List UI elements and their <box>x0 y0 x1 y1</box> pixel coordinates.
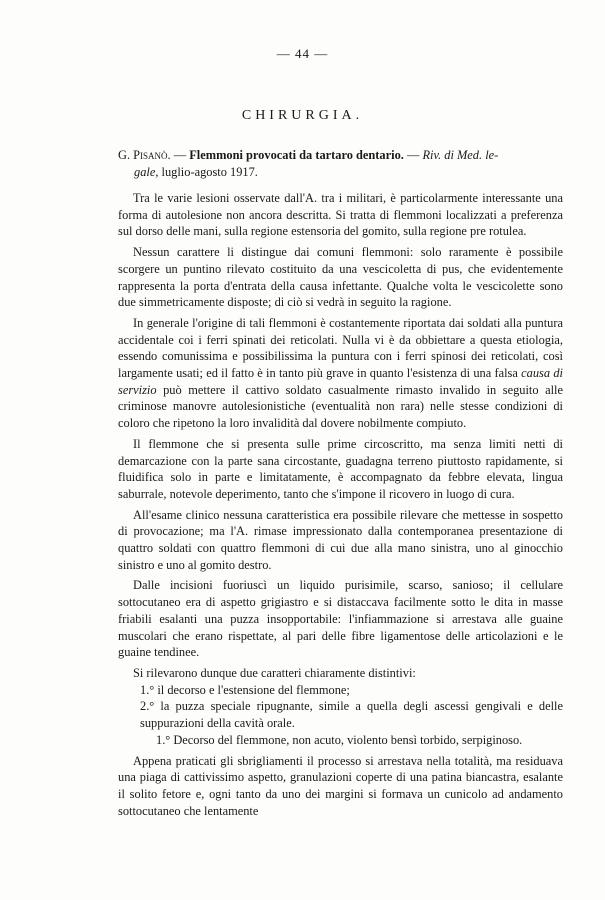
list-item-2: 2.° la puzza speciale ripugnante, simile a quella degli ascessi gengivali e delle suppurazioni della cavità orale. <box>140 699 563 731</box>
citation-date: luglio-agosto 1917. <box>158 165 258 179</box>
citation <box>118 147 563 181</box>
citation-dash-1: — <box>170 148 190 162</box>
paragraph-6: Dalle incisioni fuoriuscì un liquido purisimile, scarso, sanioso; il cellulare sottocutaneo era di aspetto grigiastro e si distaccava facilmente sotto le dita in masse friabili esalanti una puzza insopportabile: l'infiammazione si arrestava alle guaine muscolari che erano rispettate, al pari delle fibre ligamentose delle articolazioni e le guaine tendinee. <box>118 578 563 660</box>
article-body <box>118 190 563 819</box>
paragraph-5: All'esame clinico nessuna caratteristica era possibile rilevare che mettesse in sospetto di provocazione; ma l'A. rimase impressionato dalla contemporanea presentazione di quattro soldati con quattro flemmoni di cui due alla mano sinistra, uno al ginocchio sinistro e uno al gomito destro. <box>118 507 563 572</box>
paragraph-3-tail: può mettere il cattivo soldato casualmente rimasto invalido in seguito alle criminose manovre autolesionistiche (eventualità non rara) nelle stesse condizioni di coloro che ripetono la loro invalidità dal dovere nobilmente compiuto. <box>118 382 563 431</box>
page-number: — 44 — <box>276 46 329 61</box>
subsection-heading: 1.° Decorso del flemmone, non acuto, violento bensì torbido, serpiginoso. <box>156 732 523 747</box>
paragraph-2: Nessun carattere li distingue dai comuni flemmoni: solo raramente è possibile scorgere un puntino rilevato costituito da una vescicoletta di pus, che evidentemente rappresenta la porta d'entrata della causa infettante. Qualche volta le vescicolette sono due simmetricamente disposte; di ciò si vedrà in seguito la ragione. <box>118 245 563 310</box>
paragraph-7: Si rilevarono dunque due caratteri chiaramente distintivi: <box>133 665 416 680</box>
paragraph-3-text: In generale l'origine di tali flemmoni è costantemente riportata dai soldati alla puntura accidentale coi i ferri spinati dei reticolati. Nulla vi è da obbiettare a questa etiologia, essendo comunissima e possibilissima la puntura con i ferri spinosi dei reticolati, così largamente usati; ed il fatto è in tanto più grave in quanto l'esistenza di una falsa <box>118 315 563 381</box>
citation-dash-2: — <box>403 148 423 162</box>
paragraph-3-italic: causa di servizio <box>118 366 563 397</box>
paragraph-4: Il flemmone che si presenta sulle prime circoscritto, ma senza limiti netti di demarcazione con la parte sana circostante, guadagna terreno piuttosto rapidamente, si fluidifica solo in parte e limitatamente, è accompagnato da febbre elevata, lingua saburrale, notevole deperimento, tanto che s'impone il ricovero in luogo di cura. <box>118 436 563 501</box>
section-title: CHIRURGIA. <box>241 108 364 123</box>
citation-journal-2: gale, <box>134 165 159 179</box>
citation-title: Flemmoni provocati da tartaro dentario. <box>189 148 404 162</box>
citation-journal-1: Riv. di Med. le- <box>422 148 499 162</box>
list-item-1: 1.° il decorso e l'estensione del flemmone; <box>140 682 350 697</box>
paragraph-1: Tra le varie lesioni osservate dall'A. tra i militari, è particolarmente interessante una forma di autolesione non ancora descritta. Si tratta di flemmoni localizzati a preferenza sul dorso delle mani, sulla regione estensoria del gomito, sulla regione pre rotulea. <box>118 191 563 239</box>
citation-continuation <box>118 164 563 181</box>
paragraph-3 <box>118 315 563 432</box>
paragraph-8: Appena praticati gli sbrigliamenti il processo si arrestava nella totalità, ma residuava una piaga di cattivissimo aspetto, granulazioni coperte di una patina biancastra, esalante il solito fetore e, ogni tanto da uno dei margini si formava un cunicolo ad andamento sottocutaneo che lentamente <box>118 753 563 818</box>
citation-author: G. Pisanò. <box>118 148 171 162</box>
